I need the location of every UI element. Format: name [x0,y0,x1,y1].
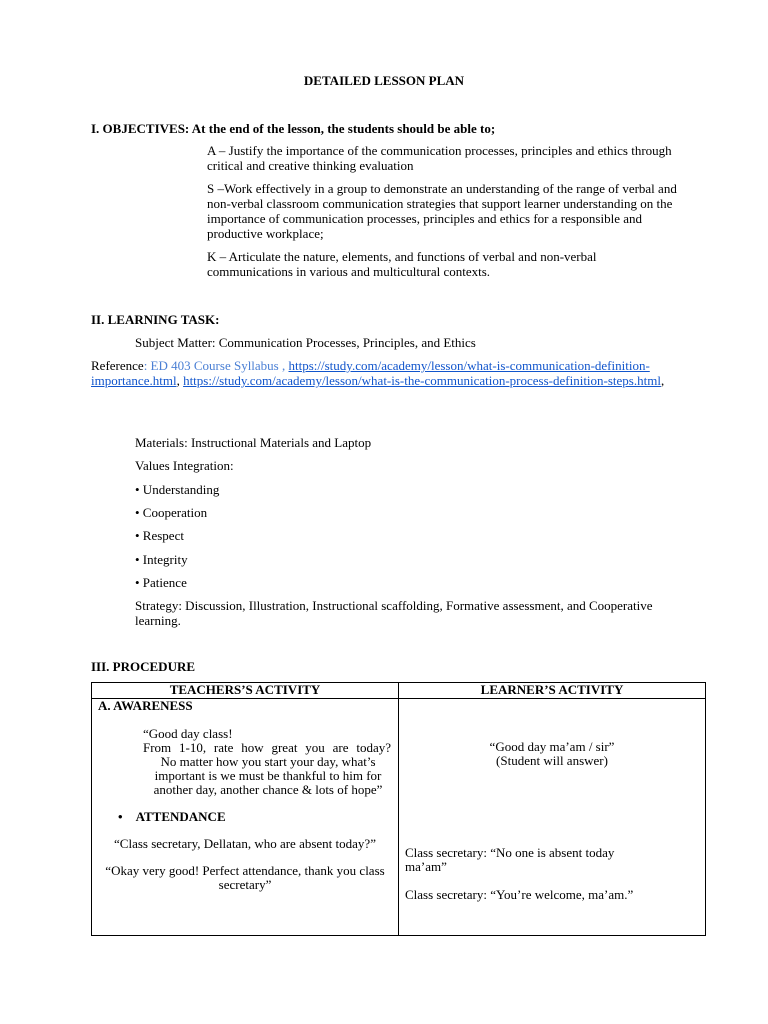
objective-a: A – Justify the importance of the communication processes, principles and ethics through critical and creative thinking evaluation [207,143,672,173]
attendance-heading: • ATTENDANCE [118,809,226,824]
learner-answer: (Student will answer) [496,753,608,768]
value-item: • Integrity [135,552,188,567]
values-label: Values Integration: [135,458,234,473]
bullet-icon: • [118,809,123,824]
procedure-heading: III. PROCEDURE [91,659,196,674]
learning-task-heading: II. LEARNING TASK: [91,312,220,327]
teacher-column-header: TEACHERS’S ACTIVITY [92,683,399,699]
strategy: Strategy: Discussion, Illustration, Instructional scaffolding, Formative assessment, and Cooperative learning. [135,598,653,628]
procedure-table [91,682,706,936]
secretary-welcome-reply: Class secretary: “You’re welcome, ma’am.” [405,887,634,902]
objectives-heading: I. OBJECTIVES: At the end of the lesson, the students should be able to; [91,121,496,136]
learner-column-header: LEARNER’S ACTIVITY [399,683,706,699]
materials: Materials: Instructional Materials and Laptop [135,435,372,450]
subject-matter: Subject Matter: Communication Processes, Principles, and Ethics [135,335,476,350]
reference-link-2[interactable]: https://study.com/academy/lesson/what-is-the-communication-process-definition-steps.html [183,373,661,388]
value-item: • Cooperation [135,505,208,520]
awareness-heading: A. AWARENESS [98,698,193,713]
objective-k: K – Articulate the nature, elements, and functions of verbal and non-verbal communications in various and multicultural contexts. [207,249,597,279]
value-item: • Understanding [135,482,220,497]
teacher-activity-cell [92,699,399,936]
learner-greeting: “Good day ma’am / sir” [489,739,615,754]
rating-question: From 1-10, rate how great you are today? [143,740,391,755]
thankful-message: No matter how you start your day, what’s important is we must be thankful to him for another day, another chance & lots of hope” [153,754,383,797]
secretary-absent-reply: Class secretary: “No one is absent today ma’am” [405,845,615,874]
objective-s: S –Work effectively in a group to demonstrate an understanding of the range of verbal and non-verbal classroom communication strategies that support learner understanding on the importance of communication processes, principles and ethics for a responsible and productive workplace; [207,181,677,241]
attendance-thanks: “Okay very good! Perfect attendance, thank you class secretary” [105,863,385,892]
reference-link-1[interactable]: https://study.com/academy/lesson/what-is-communication-definition-importance.html [91,358,650,388]
reference-label: Reference [91,358,144,373]
value-item: • Patience [135,575,187,590]
attendance-question: “Class secretary, Dellatan, who are absent today?” [114,836,376,851]
value-item: • Respect [135,528,184,543]
reference-course: : ED 403 Course Syllabus , [143,358,289,373]
learner-activity-cell [399,699,706,936]
reference: Reference: ED 403 Course Syllabus , https://study.com/academy/lesson/what-is-communication-definition-importance.html, https://study.com/academy/lesson/what-is-the-communication-process-definition-steps.html, [91,358,665,388]
document-title: DETAILED LESSON PLAN [303,73,465,88]
objectives-list [207,143,677,279]
greeting-line: “Good day class! [143,726,233,741]
table-header-row [92,683,706,699]
table-row [92,699,706,936]
